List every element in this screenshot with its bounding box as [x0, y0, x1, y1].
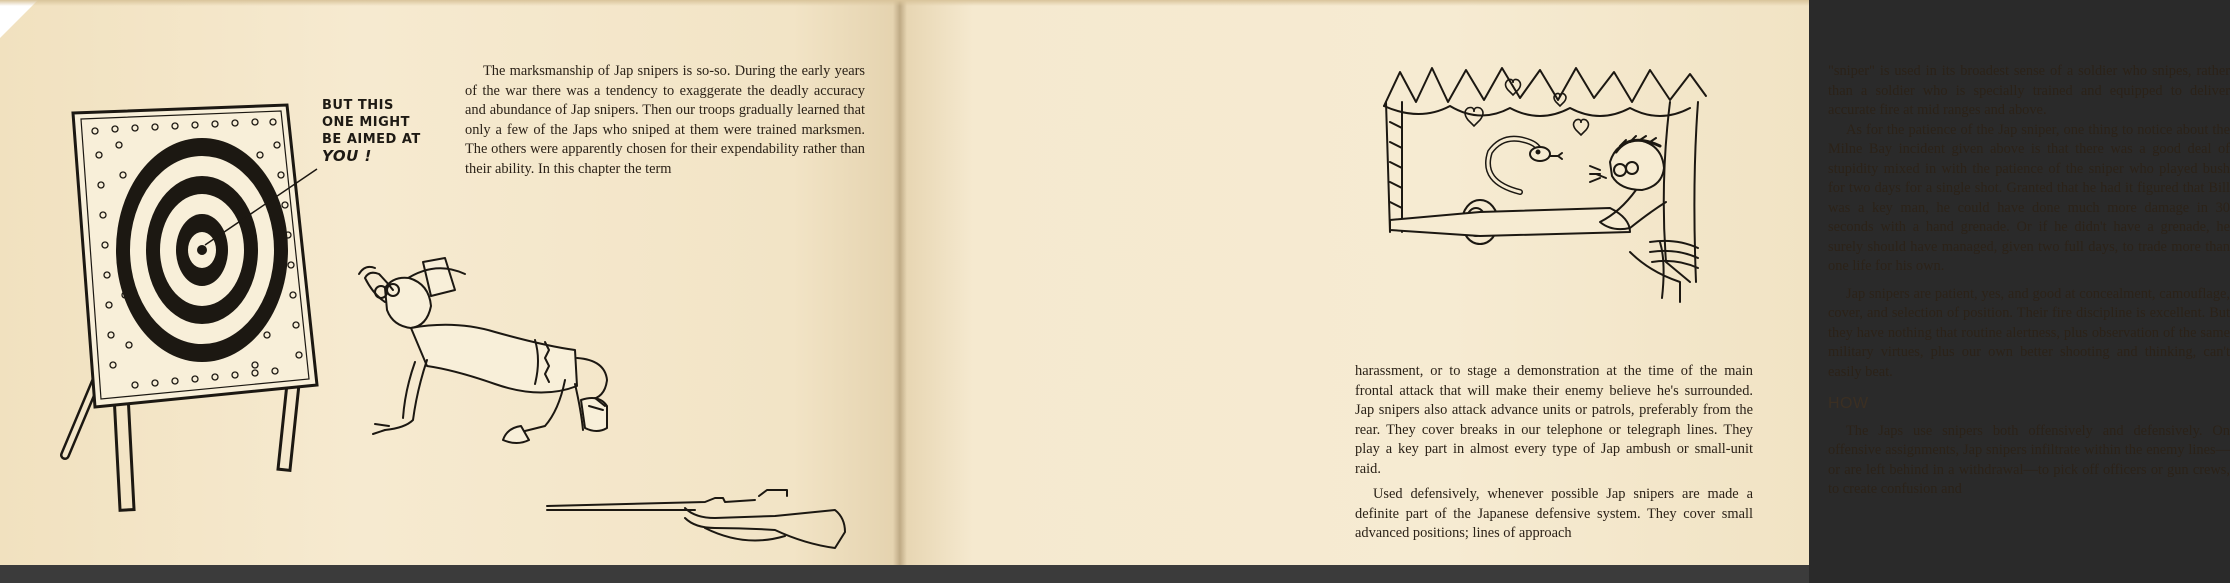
target-illustration: [55, 95, 335, 525]
paragraph: The marksmanship of Jap snipers is so-so. During the early years of the war there was a tendency to exaggerate the deadly accuracy and abundance of Jap snipers. Then our troops gradually learned that only a few of the Japs who sniped at them were trained marksmen. The others were apparently chosen for their expendability rather than their ability. In this chapter the term: [465, 63, 865, 177]
paragraph: As for the patience of the Jap sniper, one thing to notice about the Milne Bay incident given above is that there was a good deal of stupidity mixed in with the patience of the sniper who played bush for two days for a single shot. Granted that he had it figured that Bill was a key man, he could have done much more damage in 30 seconds with a hand grenade. Or if he didn't have a grenade, he surely should have managed, given two full days, to trade more than one life for his own.: [1828, 121, 2230, 274]
left-page: [0, 0, 900, 583]
page-bottom-edge: [0, 565, 1809, 583]
bubble-line-2: ONE MIGHT: [322, 115, 411, 130]
book-gutter: [893, 0, 907, 583]
bubble-line-1: BUT THIS: [322, 98, 394, 113]
bubble-line-3: BE AIMED AT: [322, 132, 421, 147]
paragraph: "sniper" is used in its broadest sense of a soldier who snipes, rather than a soldier who is specially trained and equipped to deliver accurate fire at mid ranges and above.: [1828, 63, 2230, 118]
section-heading: HOW: [1828, 395, 1869, 412]
right-page-left-column: [1828, 62, 2230, 500]
left-page-text-column: [465, 62, 865, 179]
soldier-crawling-illustration: [345, 250, 675, 490]
right-page-right-column: [1355, 362, 1753, 544]
paragraph: The Japs use snipers both offensively and defensively. On offensive assignments, Jap snipers infiltrate within the enemy lines—or are left behind in a withdrawal—to pick off officers or gun crews, to create confusion and: [1828, 422, 2230, 497]
speech-bubble: [322, 97, 421, 165]
paragraph: harassment, or to stage a demonstration at the time of the main frontal attack that will make their enemy believe he's surrounded. Jap snipers also attack advance units or patrols, preferably from the rear. They cover breaks in our telephone or telegraph lines. They play a key part in almost every type of Jap ambush or small-unit raid.: [1355, 363, 1753, 477]
right-page: [900, 0, 2230, 583]
rifle-on-ground-illustration: [545, 488, 865, 558]
sniper-in-tree-illustration: [1380, 62, 1710, 332]
page-top-shadow: [0, 0, 1809, 6]
bubble-emphasis: YOU !: [322, 147, 372, 165]
paragraph: Jap snipers are patient, yes, and good at concealment, camouflage, cover, and selection of position. Their fire discipline is excellent. But they have nothing that routine alertness, plus observation of the same military virtues, plus our own better shooting and thinking, can't easily beat.: [1828, 285, 2230, 380]
paragraph: Used defensively, whenever possible Jap snipers are made a definite part of the Japanese defensive system. They cover small advanced positions; lines of approach: [1355, 486, 1753, 541]
